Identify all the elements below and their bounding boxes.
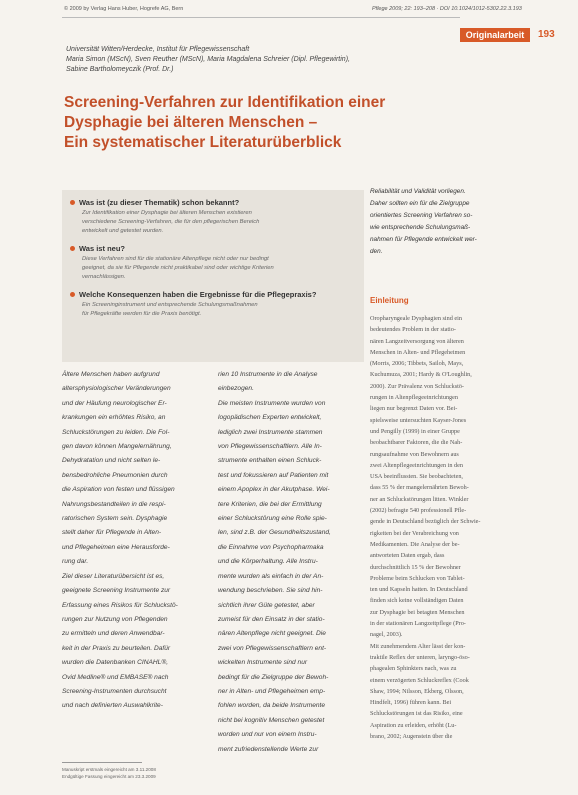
text-line: ratorischen System sein. Dysphagie	[62, 515, 168, 523]
text-line: Daher sollten ein für die Zielgruppe	[370, 200, 470, 207]
authors-block	[66, 45, 376, 75]
text-line: einbezogen.	[218, 385, 254, 393]
text-line: beobachtbarer Faktoren, die die Nah-	[370, 439, 463, 447]
text-line: Mit zunehmendem Alter lässt der kon-	[370, 642, 466, 650]
abstract-column-2	[218, 368, 363, 757]
text-line: bedeutendes Problem in der statio-	[370, 326, 456, 334]
text-line: zwei Altenpflegeeinrichtungen in den	[370, 461, 463, 469]
text-line: Medikamenten. Die Analyse der be-	[370, 540, 460, 548]
text-line: zumeist für den Einsatz in der statio-	[218, 615, 325, 623]
title-line: Screening-Verfahren zur Identifikation einer	[64, 94, 386, 111]
title-line: Dysphagie bei älteren Menschen –	[64, 114, 318, 131]
text-line: mente wurden als einfach in der An-	[218, 572, 324, 580]
text-line: USA beeinflussten. Sie beobachteten,	[370, 473, 463, 481]
summary-answer: Zur Identifikation einer Dysphagie bei älteren Menschen existieren verschiedene Screening-Verfahren, die für den pflegerischen Bereich entwickelt und getestet wurden.	[82, 210, 260, 234]
header-copyright: © 2009 by Verlag Hans Huber, Hogrefe AG, Bern	[64, 6, 184, 12]
page-number: 193	[538, 29, 555, 40]
text-line: nären Altenpflege nicht geeignet. Die	[218, 630, 326, 638]
text-line: von Pflegewissenschaftlern. Alle In-	[218, 443, 322, 451]
text-line: gende in Deutschland bezüglich der Schwie-	[370, 518, 481, 526]
text-line: Shaw, 1994; Nilsson, Ekberg, Olsson,	[370, 687, 464, 695]
summary-answer: Ein Screeninginstrument und entsprechende Schulungsmaßnahmen für Pflegekräfte werden für die Praxis benötigt.	[82, 302, 258, 317]
text-line: und Pflegeheimen eine Herausforde-	[62, 543, 170, 551]
text-line: Probleme beim Schlucken von Tablet-	[370, 574, 465, 582]
text-line: einem Apoplex in der Akutphase. Wei-	[218, 486, 330, 494]
title-line: Ein systematischer Literaturüberblick	[64, 134, 342, 151]
text-line: (2002) befragte 540 professionell Pfle-	[370, 507, 467, 515]
footnote: Manuskript erstmals eingereicht am 3.11.2008 Endgültige Fassung eingereicht am 23.3.2009	[62, 767, 156, 779]
text-line: ner an Schluckstörungen litten. Winkler	[370, 495, 469, 503]
text-line: rung dar.	[62, 558, 89, 566]
text-line: len, sind z.B. der Gesundheitszustand,	[218, 529, 331, 537]
text-line: und nach definierten Auswahlkrite-	[62, 702, 163, 710]
text-line: Ovid Medline® und EMBASE® nach	[62, 673, 169, 681]
text-line: rien 10 Instrumente in die Analyse	[218, 371, 318, 378]
bullet-icon	[70, 246, 75, 251]
text-line: nagel, 2003).	[370, 631, 403, 639]
text-line: Erfassung eines Risikos für Schluckstö-	[62, 601, 178, 609]
text-line: wickelten Instrumente sind nur	[218, 659, 308, 667]
text-line: antworteten Daten ergab, dass	[370, 552, 445, 560]
footnote-divider	[62, 762, 142, 763]
text-line: Hindfelt, 1996) führen kann. Bei	[370, 699, 452, 707]
text-line: lediglich zwei Instrumente stammen	[218, 428, 323, 436]
text-line: rungen in Altenpflegeeinrichtungen	[370, 394, 458, 402]
body-column-3	[370, 313, 532, 742]
article-title	[64, 93, 484, 153]
text-line: Aspiration zu erleiden, erhöht (Lu-	[370, 721, 457, 729]
text-line: die Einnahme von Psychopharmaka	[218, 543, 324, 551]
abstract-column-1	[62, 368, 212, 714]
text-line: fohlen worden, da beide Instrumente	[218, 702, 326, 710]
text-line: rungsaufnahme von Bewohnern aus	[370, 450, 459, 458]
text-line: dass 55 % der mangelernährten Bewoh-	[370, 484, 469, 492]
text-line: nicht bei kognitiv Menschen getestet	[218, 716, 325, 724]
text-line: durchschnittlich 15 % der Bewohner	[370, 563, 461, 571]
text-line: zu ermitteln und deren Anwendbar-	[62, 630, 165, 638]
text-line: rigkeiten bei der Verabreichung von	[370, 529, 459, 537]
text-line: Kuchumuza, 2001; Hardy & O'Loughlin,	[370, 371, 472, 379]
text-line: zur Dysphagie bei betagten Menschen	[370, 608, 465, 616]
text-line: brano, 2002; Augenstein über die	[370, 732, 453, 740]
text-line: Schluckstörungen ist das Risiko, eine	[370, 710, 463, 718]
section-heading-einleitung: Einleitung	[370, 296, 409, 305]
header-divider	[62, 17, 460, 18]
text-line: den.	[370, 248, 383, 255]
text-line: orientiertes Screening Verfahren so-	[370, 212, 473, 219]
text-line: Screening-Instrumenten durchsucht	[62, 687, 167, 695]
author-line: Maria Simon (MScN), Sven Reuther (MScN), Maria Magdalena Schreier (Dipl. Pflegewirtin),	[66, 56, 350, 63]
text-line: keit in der Praxis zu beurteilen. Dafür	[62, 644, 171, 652]
text-line: Dehydratation und nicht selten le-	[62, 457, 161, 465]
text-line: test und fokussieren auf Patienten mit	[218, 471, 329, 479]
text-line: wurden die Datenbanken CINAHL®,	[62, 659, 169, 667]
text-line: zwei von Pflegewissenschaftlern ent-	[218, 644, 327, 652]
text-line: altersphysiologischer Veränderungen	[62, 385, 171, 393]
text-line: bedingt für die Zielgruppe der Bewoh-	[218, 673, 329, 681]
text-line: stellt daher für Pflegende in Alten-	[62, 529, 162, 537]
abstract-conclusion	[370, 186, 532, 258]
text-line: einer Schluckstörung eine Rolle spie-	[218, 515, 327, 523]
text-line: in der stationären Langzeitpflege (Pro-	[370, 620, 466, 628]
text-line: Reliabilität und Validität vorliegen.	[370, 188, 466, 195]
author-line: Universität Witten/Herdecke, Institut für Pflegewissenschaft	[66, 46, 250, 53]
text-line: geeignete Screening Instrumente zur	[62, 587, 171, 595]
text-line: 2000). Zur Prävalenz von Schluckstö-	[370, 382, 464, 390]
text-line: Ältere Menschen haben aufgrund	[62, 371, 160, 378]
text-line: spielsweise untersuchten Kayser-Jones	[370, 416, 467, 424]
text-line: Nahrungsbestandteilen in die respi-	[62, 500, 166, 508]
text-line: Oropharyngeale Dysphagien sind ein	[370, 315, 462, 322]
text-line: strumente enthalten einen Schluck-	[218, 457, 322, 465]
text-line: einem verzögerten Schluckreflex (Cook	[370, 676, 469, 684]
bullet-icon	[70, 200, 75, 205]
text-line: ner in Alten- und Pflegeheimen emp-	[218, 687, 326, 695]
text-line: krankungen ein erhöhtes Risiko, an	[62, 414, 166, 422]
text-line: ment zufriedenstellende Werte zur	[218, 745, 319, 753]
text-line: wie entsprechende Schulungsmaß-	[370, 224, 471, 231]
section-tag: Originalarbeit	[460, 28, 530, 42]
author-line: Sabine Bartholomeyczik (Prof. Dr.)	[66, 66, 174, 73]
text-line: Schluckstörungen zu leiden. Die Fol-	[62, 428, 170, 436]
header-journal-reference: Pflege 2009; 22: 193–208 · DOI 10.1024/1012-5302.22.3.193	[372, 6, 522, 12]
text-line: sichtlich ihrer Güte getestet, aber	[218, 601, 315, 609]
summary-question: Was ist (zu dieser Thematik) schon bekannt?	[70, 198, 364, 207]
text-line: worden und nur von einem Instru-	[218, 731, 317, 739]
text-line: und der Häufung neurologischer Er-	[62, 399, 167, 407]
text-line: die Aspiration von festen und flüssigen	[62, 486, 175, 494]
text-line: nahmen für Pflegende entwickelt wer-	[370, 236, 477, 243]
text-line: liegen nur begrenzt Daten vor. Bei-	[370, 405, 458, 413]
summary-question: Was ist neu?	[70, 244, 364, 253]
text-line: (Morris, 2006; Tibbets, Sailoh, Mays,	[370, 360, 464, 368]
summary-box	[62, 190, 364, 362]
text-line: und Pengilly (1999) in einer Gruppe	[370, 427, 460, 435]
text-line: nären Langzeitversorgung von älteren	[370, 337, 464, 345]
text-line: gen davon können Mangelernährung,	[62, 443, 172, 451]
text-line: wendung beschrieben. Sie sind hin-	[218, 587, 323, 595]
text-line: Ziel dieser Literaturübersicht ist es,	[62, 572, 165, 580]
summary-answer: Diese Verfahren sind für die stationäre Altenpflege nicht oder nur bedingt geeignet, da sie für Pflegende nicht praktikabel sind oder wichtige Kriterien vernachlässigen.	[82, 256, 274, 280]
text-line: rungen zur Nutzung von Pflegenden	[62, 615, 168, 623]
text-line: Die meisten Instrumente wurden von	[218, 399, 326, 407]
bullet-icon	[70, 292, 75, 297]
text-line: ten und Kapseln hatten. In Deutschland	[370, 586, 468, 594]
text-line: traktile Reflex der unteren, laryngo-öso-	[370, 653, 470, 661]
text-line: tere Kriterien, die bei der Ermittlung	[218, 500, 322, 508]
text-line: und die Körperhaltung. Alle Instru-	[218, 558, 318, 566]
summary-question: Welche Konsequenzen haben die Ergebnisse für die Pflegepraxis?	[70, 290, 364, 299]
text-line: logopädischen Experten entwickelt,	[218, 414, 322, 422]
text-line: phagealen Sphinkters nach, was zu	[370, 665, 457, 673]
text-line: bensbedrohliche Pneumonien durch	[62, 471, 168, 479]
text-line: finden sich keine vollständigen Daten	[370, 597, 464, 605]
text-line: Menschen in Alten- und Pflegeheimen	[370, 348, 466, 356]
